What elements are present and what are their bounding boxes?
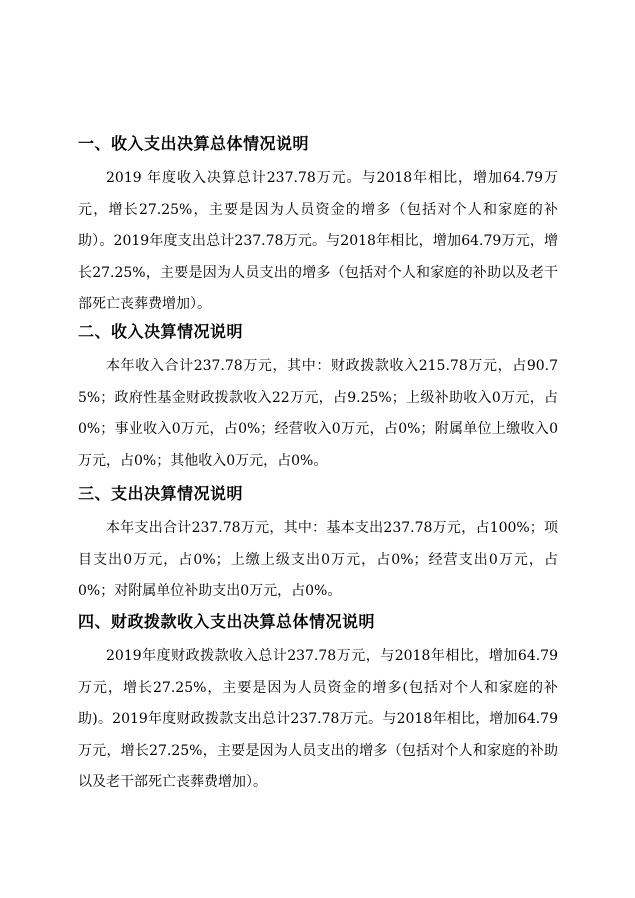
section-body: 2019 年度收入决算总计237.78万元。与2018年相比，增加64.79万元，增长27.25%，主要是因为人员资金的增多（包括对个人和家庭的补助）。2019年度支出总计237.78万元。与2018年相比，增加64.79万元，增长27.25%，主要是因为人员支出的增多（包括对个人和家庭的补助以及老干部死亡丧葬费增加）。: [78, 170, 558, 312]
section-income: [78, 322, 558, 477]
section-income-expenditure-overview: [78, 134, 558, 321]
section-body: 2019年度财政拨款收入总计237.78万元，与2018年相比，增加64.79万元，增长27.25%，主要是因为人员资金的增多(包括对个人和家庭的补助)。2019年度财政拨款支出总计237.78万元。与2018年相比，增加64.79万元，增长27.25%，主要是因为人员支出的增多（包括对个人和家庭的补助以及老干部死亡丧葬费增加）。: [78, 648, 558, 790]
section-body: 本年支出合计237.78万元，其中：基本支出237.78万元，占100%；项目支出0万元，占0%；上缴上级支出0万元，占0%；经营支出0万元，占0%；对附属单位补助支出0万元，占0%。: [78, 520, 558, 599]
section-expenditure: [78, 484, 558, 608]
section-heading: 二、收入决算情况说明: [78, 322, 244, 341]
section-body: 本年收入合计237.78万元，其中：财政拨款收入215.78万元，占90.75%；政府性基金财政拨款收入22万元，占9.25%；上级补助收入0万元，占0%；事业收入0万元，占0%；经营收入0万元，占0%；附属单位上缴收入0万元，占0%；其他收入0万元，占0%。: [78, 358, 558, 469]
section-fiscal-appropriation: [78, 612, 558, 799]
section-heading: 一、收入支出决算总体情况说明: [78, 134, 310, 153]
section-heading: 四、财政拨款收入支出决算总体情况说明: [78, 612, 376, 631]
section-heading: 三、支出决算情况说明: [78, 484, 244, 503]
